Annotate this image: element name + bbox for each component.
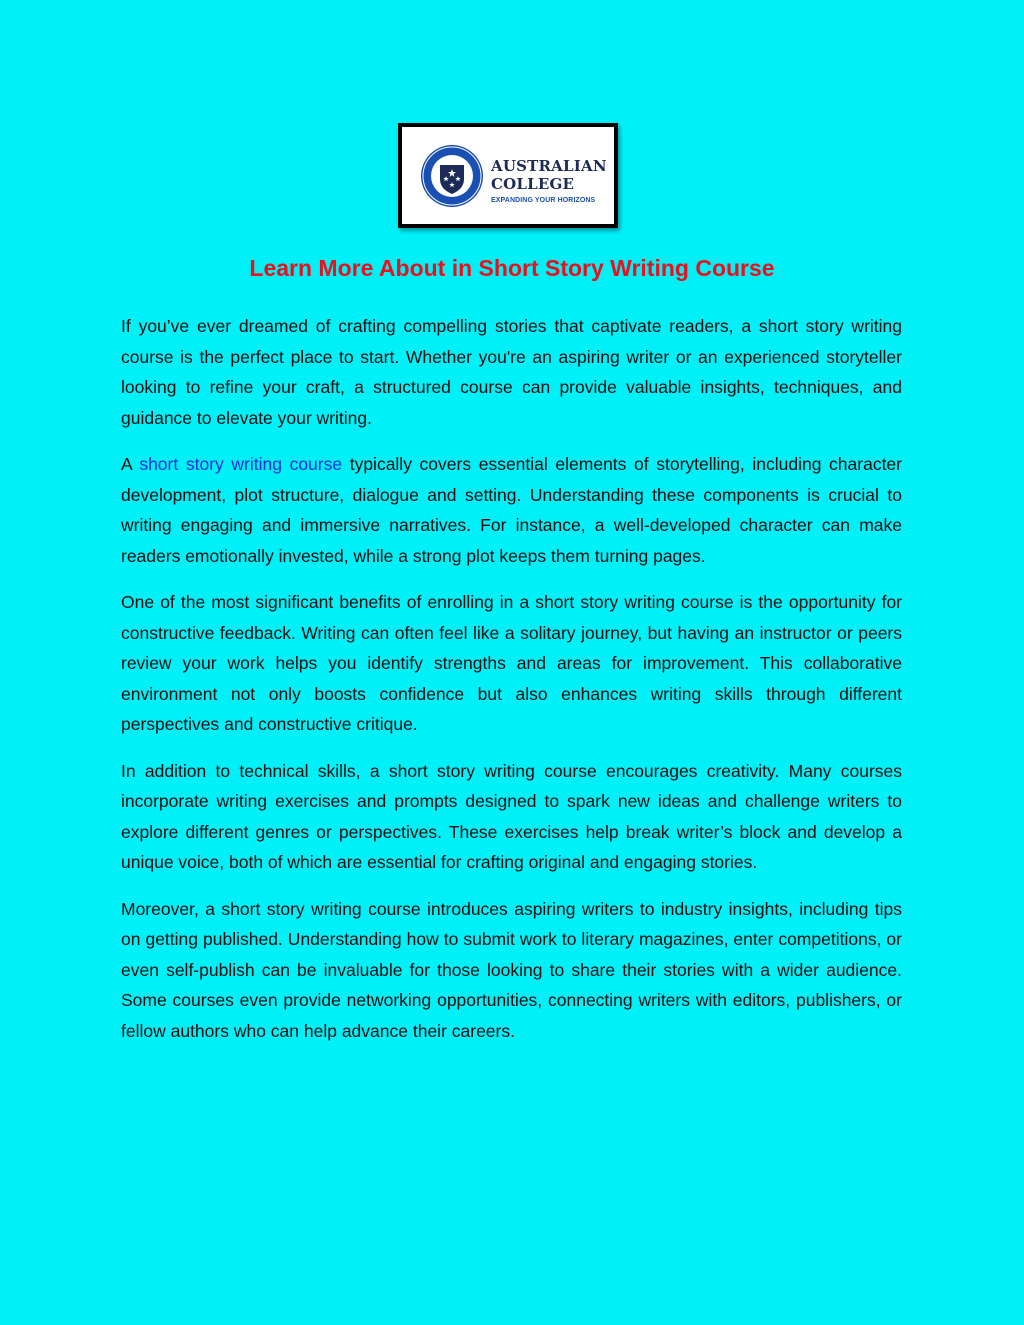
- paragraph-feedback: One of the most significant benefits of enrolling in a short story writing course is the opportunity for constructive feedback. Writing can often feel like a solitary journey, but having an instructor or peers review your work helps you identify strengths and areas for improvement. This collaborative environment not only boosts confidence but also enhances writing skills through different perspectives and constructive critique.: [121, 592, 902, 734]
- short-story-course-link[interactable]: short story writing course: [139, 454, 343, 474]
- paragraph-intro: If you’ve ever dreamed of crafting compelling stories that captivate readers, a short story writing course is the perfect place to start. Whether you're an aspiring writer or an experienced storyteller looking to refine your craft, a structured course can provide valuable insights, techniques, and guidance to elevate your writing.: [121, 316, 902, 428]
- paragraph-course-elements: [121, 449, 902, 571]
- page-title: Learn More About in Short Story Writing Course: [249, 255, 775, 281]
- paragraph-text: A: [121, 454, 140, 474]
- logo-name-line2: COLLEGE: [491, 175, 575, 193]
- logo-tagline: EXPANDING YOUR HORIZONS: [491, 197, 596, 204]
- paragraph-industry-insights: Moreover, a short story writing course introduces aspiring writers to industry insights, including tips on getting published. Understanding how to submit work to literary magazines, enter competitions, or even self-publish can be invaluable for those looking to share their stories with a wider audience. Some courses even provide networking opportunities, connecting writers with editors, publishers, or fellow authors who can help advance their careers.: [121, 898, 902, 1041]
- college-logo: [398, 123, 618, 228]
- logo-name-line1: AUSTRALIAN: [491, 157, 607, 175]
- paragraph-creativity: In addition to technical skills, a short story writing course encourages creativity. Many courses incorporate writing exercises and prompts designed to spark new ideas and challenge writers to explore different genres or perspectives. These exercises help break writer’s block and develop a unique voice, both of which are essential for crafting original and engaging stories.: [121, 760, 902, 872]
- college-seal-icon: [420, 141, 484, 211]
- paragraph-text: typically covers essential elements of storytelling, including character development, plot structure, dialogue and setting. Understanding these components is crucial to writing engaging and immersive narratives. For instance, a well-developed character can make readers emotionally invested, while a strong plot keeps them turning pages.: [121, 454, 902, 566]
- article-body: [121, 311, 902, 1062]
